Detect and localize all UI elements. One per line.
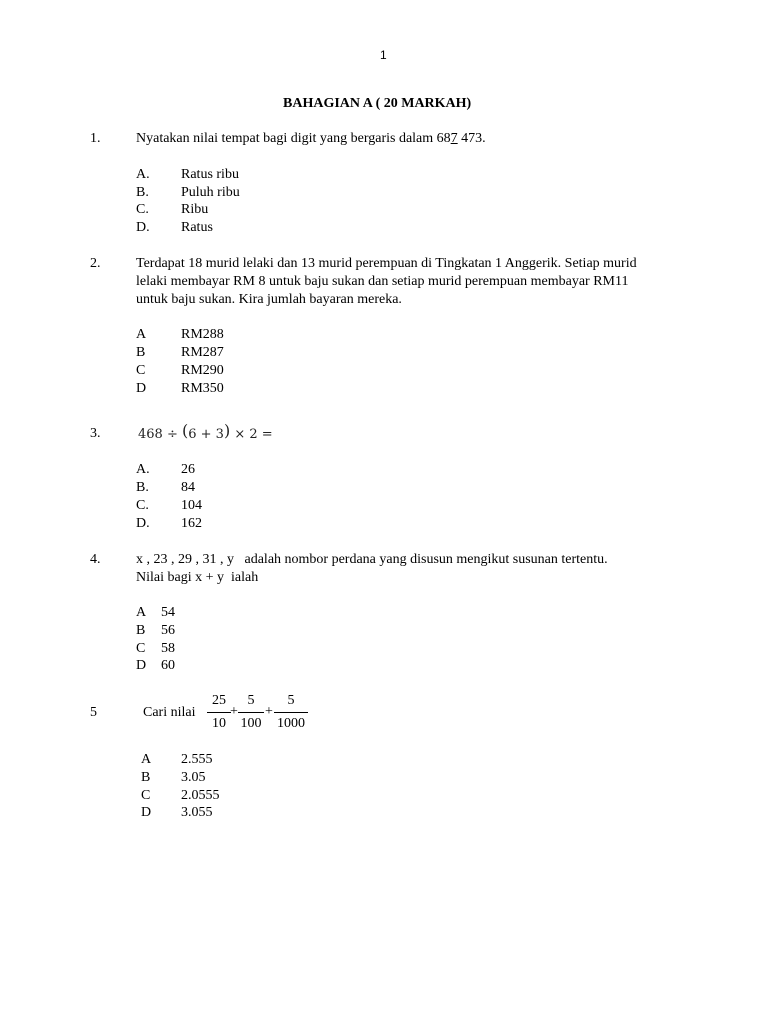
q2-option-label: A [136, 327, 147, 342]
q1-text-after: 473. [457, 131, 486, 146]
q3-option-label: A. [136, 462, 150, 477]
q4-option-label: C [136, 641, 146, 656]
q5-option-label: D [141, 805, 152, 820]
q1-option-label: D. [136, 220, 150, 235]
q4-option-text: 60 [161, 658, 175, 673]
q2-number: 2. [90, 256, 101, 271]
q3-option-label: B. [136, 480, 149, 495]
q3-expr-part: × 2 = [230, 427, 273, 442]
q3-expr-part: 6 + 3 [188, 427, 224, 442]
q5-fraction [207, 693, 231, 732]
q3-option-label: C. [136, 498, 149, 513]
q2-text-line: lelaki membayar RM 8 untuk baju sukan dan setiap murid perempuan membayar RM11 [136, 274, 629, 289]
q4-option-text: 54 [161, 605, 175, 620]
page-number: 1 [380, 48, 387, 62]
q3-option-text: 84 [181, 480, 195, 495]
q3-number: 3. [90, 426, 101, 441]
plus-operator: + [230, 704, 238, 719]
q1-option-label: A. [136, 167, 150, 182]
q4-option-label: B [136, 623, 146, 638]
q5-fraction [274, 693, 308, 732]
q4-text-line: Nilai bagi x + y ialah [136, 570, 259, 585]
q4-option-label: A [136, 605, 147, 620]
q5-fraction [238, 693, 264, 732]
q3-expr-part: 468 ÷ [138, 427, 182, 442]
fraction-numerator: 25 [207, 693, 231, 713]
q5-option-text: 2.555 [181, 752, 213, 767]
q3-option-text: 104 [181, 498, 202, 513]
q3-expression [138, 421, 273, 443]
q2-option-label: C [136, 363, 146, 378]
q1-underlined-digit: 7 [450, 131, 458, 146]
q5-option-label: B [141, 770, 151, 785]
q2-option-text: RM290 [181, 363, 224, 378]
q2-option-label: D [136, 381, 147, 396]
q5-option-label: C [141, 788, 151, 803]
q3-option-text: 162 [181, 516, 202, 531]
q3-left-paren: ( [181, 421, 189, 440]
q5-option-label: A [141, 752, 152, 767]
plus-operator: + [265, 704, 273, 719]
q5-option-text: 3.05 [181, 770, 206, 785]
q4-text-line: x , 23 , 29 , 31 , y adalah nombor perdana yang disusun mengikut susunan tertentu. [136, 552, 608, 567]
q1-option-label: C. [136, 202, 149, 217]
q5-option-text: 2.0555 [181, 788, 220, 803]
q2-text-line: Terdapat 18 murid lelaki dan 13 murid perempuan di Tingkatan 1 Anggerik. Setiap murid [136, 256, 637, 271]
q5-prompt: Cari nilai [143, 705, 196, 720]
q1-number: 1. [90, 131, 101, 146]
fraction-denominator: 10 [212, 716, 226, 731]
q2-option-text: RM287 [181, 345, 224, 360]
q3-option-label: D. [136, 516, 150, 531]
fraction-numerator: 5 [274, 693, 308, 713]
q2-option-label: B [136, 345, 146, 360]
q2-option-text: RM350 [181, 381, 224, 396]
q1-option-text: Ratus [181, 220, 213, 235]
q1-text [136, 130, 486, 147]
fraction-numerator: 5 [238, 693, 264, 713]
q3-right-paren: ) [223, 421, 231, 440]
q2-text-line: untuk baju sukan. Kira jumlah bayaran mereka. [136, 292, 402, 307]
section-title: BAHAGIAN A ( 20 MARKAH) [283, 96, 472, 111]
q4-number: 4. [90, 552, 101, 567]
q4-option-label: D [136, 658, 147, 673]
q4-option-text: 58 [161, 641, 175, 656]
q5-number: 5 [90, 705, 97, 720]
q1-option-text: Puluh ribu [181, 185, 240, 200]
fraction-denominator: 100 [240, 716, 262, 731]
q2-option-text: RM288 [181, 327, 224, 342]
fraction-denominator: 1000 [277, 716, 305, 731]
q1-option-text: Ribu [181, 202, 209, 217]
q1-option-label: B. [136, 185, 149, 200]
q1-option-text: Ratus ribu [181, 167, 239, 182]
q1-text-before: Nyatakan nilai tempat bagi digit yang bergaris dalam 68 [136, 131, 451, 146]
q4-option-text: 56 [161, 623, 175, 638]
q5-option-text: 3.055 [181, 805, 213, 820]
q3-option-text: 26 [181, 462, 195, 477]
